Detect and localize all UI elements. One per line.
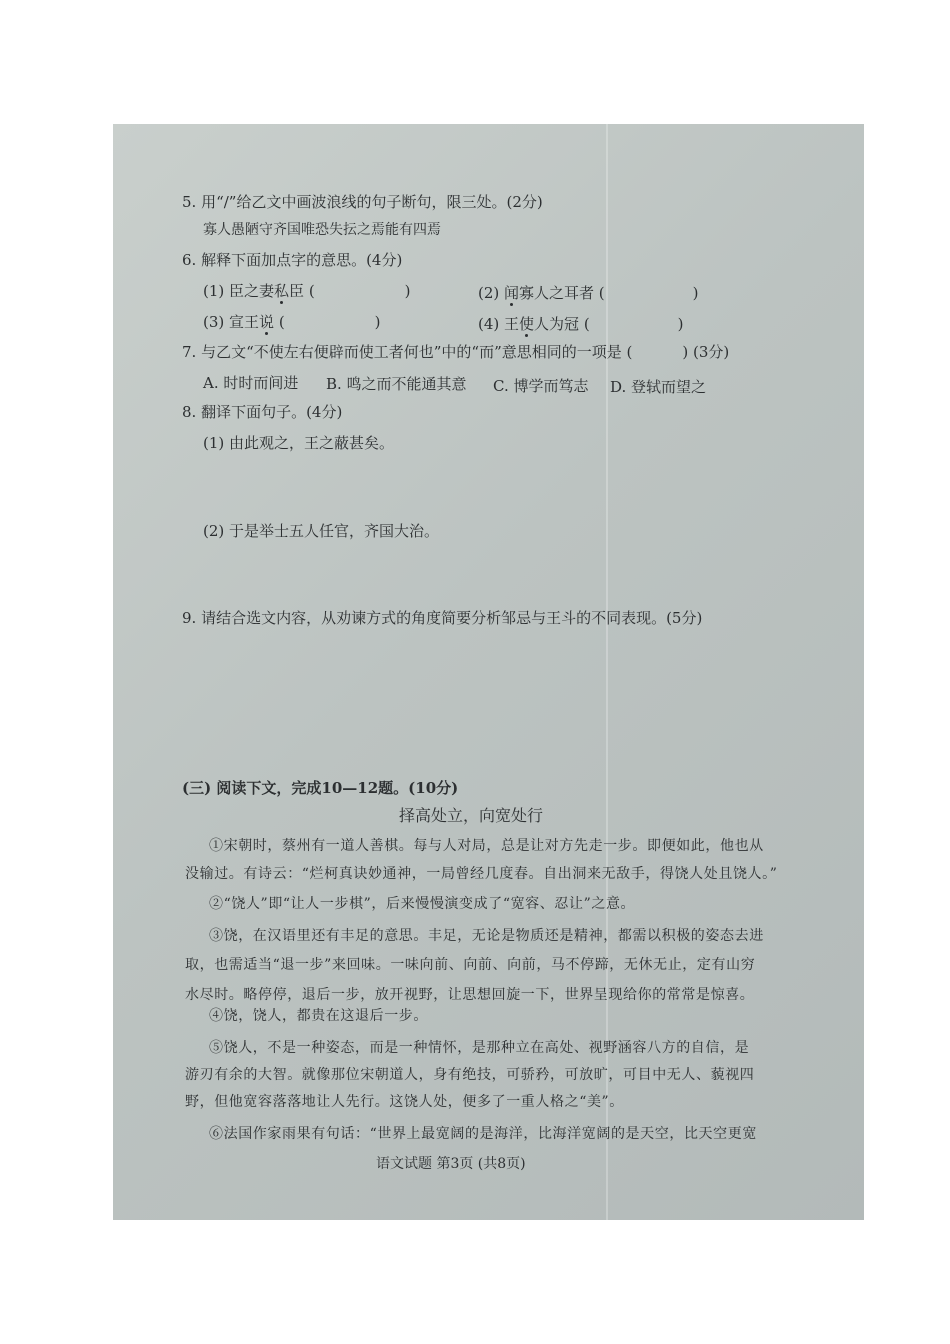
- question-8-sentence-2: (2) 于是举士五人任官，齐国大治。: [203, 522, 440, 540]
- exam-page-photo: [113, 124, 864, 1220]
- q6-item1-close: ): [404, 282, 411, 300]
- passage-title: 择高处立，向宽处行: [399, 806, 544, 825]
- passage-line: 野，但他宽容落落地让人先行。这饶人处，便多了一重人格之“美”。: [185, 1094, 624, 1110]
- q7-option-d: D. 登轼而望之: [610, 378, 707, 396]
- page-footer: 语文试题 第3页 (共8页): [376, 1156, 526, 1172]
- q6-item4-prefix: (4) 王: [478, 315, 520, 333]
- question-6: 6. 解释下面加点字的意思。(4分): [182, 251, 403, 269]
- question-6-item-2: [478, 283, 699, 303]
- q6-item4-close: ): [677, 315, 684, 333]
- q6-item1-prefix: (1) 臣之妻: [203, 282, 275, 300]
- q6-item4-suffix: 人为冠 (: [534, 315, 590, 333]
- q6-item2-close: ): [692, 284, 699, 302]
- question-9: 9. 请结合选文内容，从劝谏方式的角度简要分析邹忌与王斗的不同表现。(5分): [182, 609, 703, 627]
- passage-line: ③饶，在汉语里还有丰足的意思。丰足，无论是物质还是精神，都需以积极的姿态去进: [209, 928, 764, 944]
- q6-item2-suffix: 寡人之耳者 (: [519, 284, 605, 302]
- q6-item3-prefix: (3) 宣王: [203, 313, 260, 331]
- question-8: 8. 翻译下面句子。(4分): [182, 403, 343, 421]
- question-7-score: ) (3分): [682, 343, 730, 361]
- passage-line: ④饶，饶人，都贵在这退后一步。: [209, 1008, 428, 1024]
- passage-line: ①宋朝时，蔡州有一道人善棋。每与人对局，总是让对方先走一步。即便如此，他也从: [209, 838, 764, 854]
- q6-item1-dotted-char: 私: [274, 282, 290, 300]
- q6-item2-dotted-char: 闻: [504, 284, 520, 302]
- q6-item3-suffix: (: [274, 313, 285, 331]
- q7-option-b: B. 鸣之而不能通其意: [326, 375, 467, 393]
- passage-line: ⑥法国作家雨果有句话：“世界上最宽阔的是海洋，比海洋宽阔的是天空，比天空更宽: [209, 1126, 757, 1142]
- q6-item3-dotted-char: 说: [259, 313, 275, 331]
- passage-line: 水尽时。略停停，退后一步，放开视野，让思想回旋一下，世界呈现给你的常常是惊喜。: [185, 987, 755, 1003]
- q6-item4-dotted-char: 使: [519, 315, 535, 333]
- question-5: 5. 用“/”给乙文中画波浪线的句子断句，限三处。(2分): [182, 193, 543, 211]
- section-3-heading: (三) 阅读下文，完成10—12题。(10分): [182, 779, 459, 797]
- passage-line: ②“饶人”即“让人一步棋”，后来慢慢演变成了“宽容、忍让”之意。: [209, 896, 636, 912]
- passage-line: 没输过。有诗云：“烂柯真诀妙通神，一局曾经几度春。自出洞来无敌手，得饶人处且饶人。”: [185, 866, 778, 882]
- q6-item3-close: ): [374, 313, 381, 331]
- question-6-item-4: [478, 314, 684, 334]
- question-5-sentence: 寡人愚陋守齐国唯恐失抎之焉能有四焉: [203, 222, 441, 238]
- question-7: [182, 342, 729, 362]
- question-8-sentence-1: (1) 由此观之，王之蔽甚矣。: [203, 434, 395, 452]
- question-7-stem: 7. 与乙文“不使左右便辟而使工者何也”中的“而”意思相同的一项是 (: [182, 343, 633, 361]
- q7-option-a: A. 时时而间进: [203, 374, 299, 392]
- q6-item2-prefix: (2): [478, 284, 505, 302]
- question-6-item-1: [203, 281, 411, 301]
- passage-line: 游刃有余的大智。就像那位宋朝道人，身有绝技，可骄矜，可放旷，可目中无人、藐视四: [185, 1067, 755, 1083]
- question-6-item-3: [203, 312, 381, 332]
- q6-item1-suffix: 臣 (: [289, 282, 315, 300]
- passage-line: 取，也需适当“退一步”来回味。一味向前、向前、向前，马不停蹄，无休无止，定有山穷: [185, 957, 756, 973]
- q7-option-c: C. 博学而笃志: [493, 377, 589, 395]
- passage-line: ⑤饶人，不是一种姿态，而是一种情怀，是那种立在高处、视野涵容八方的自信，是: [209, 1040, 750, 1056]
